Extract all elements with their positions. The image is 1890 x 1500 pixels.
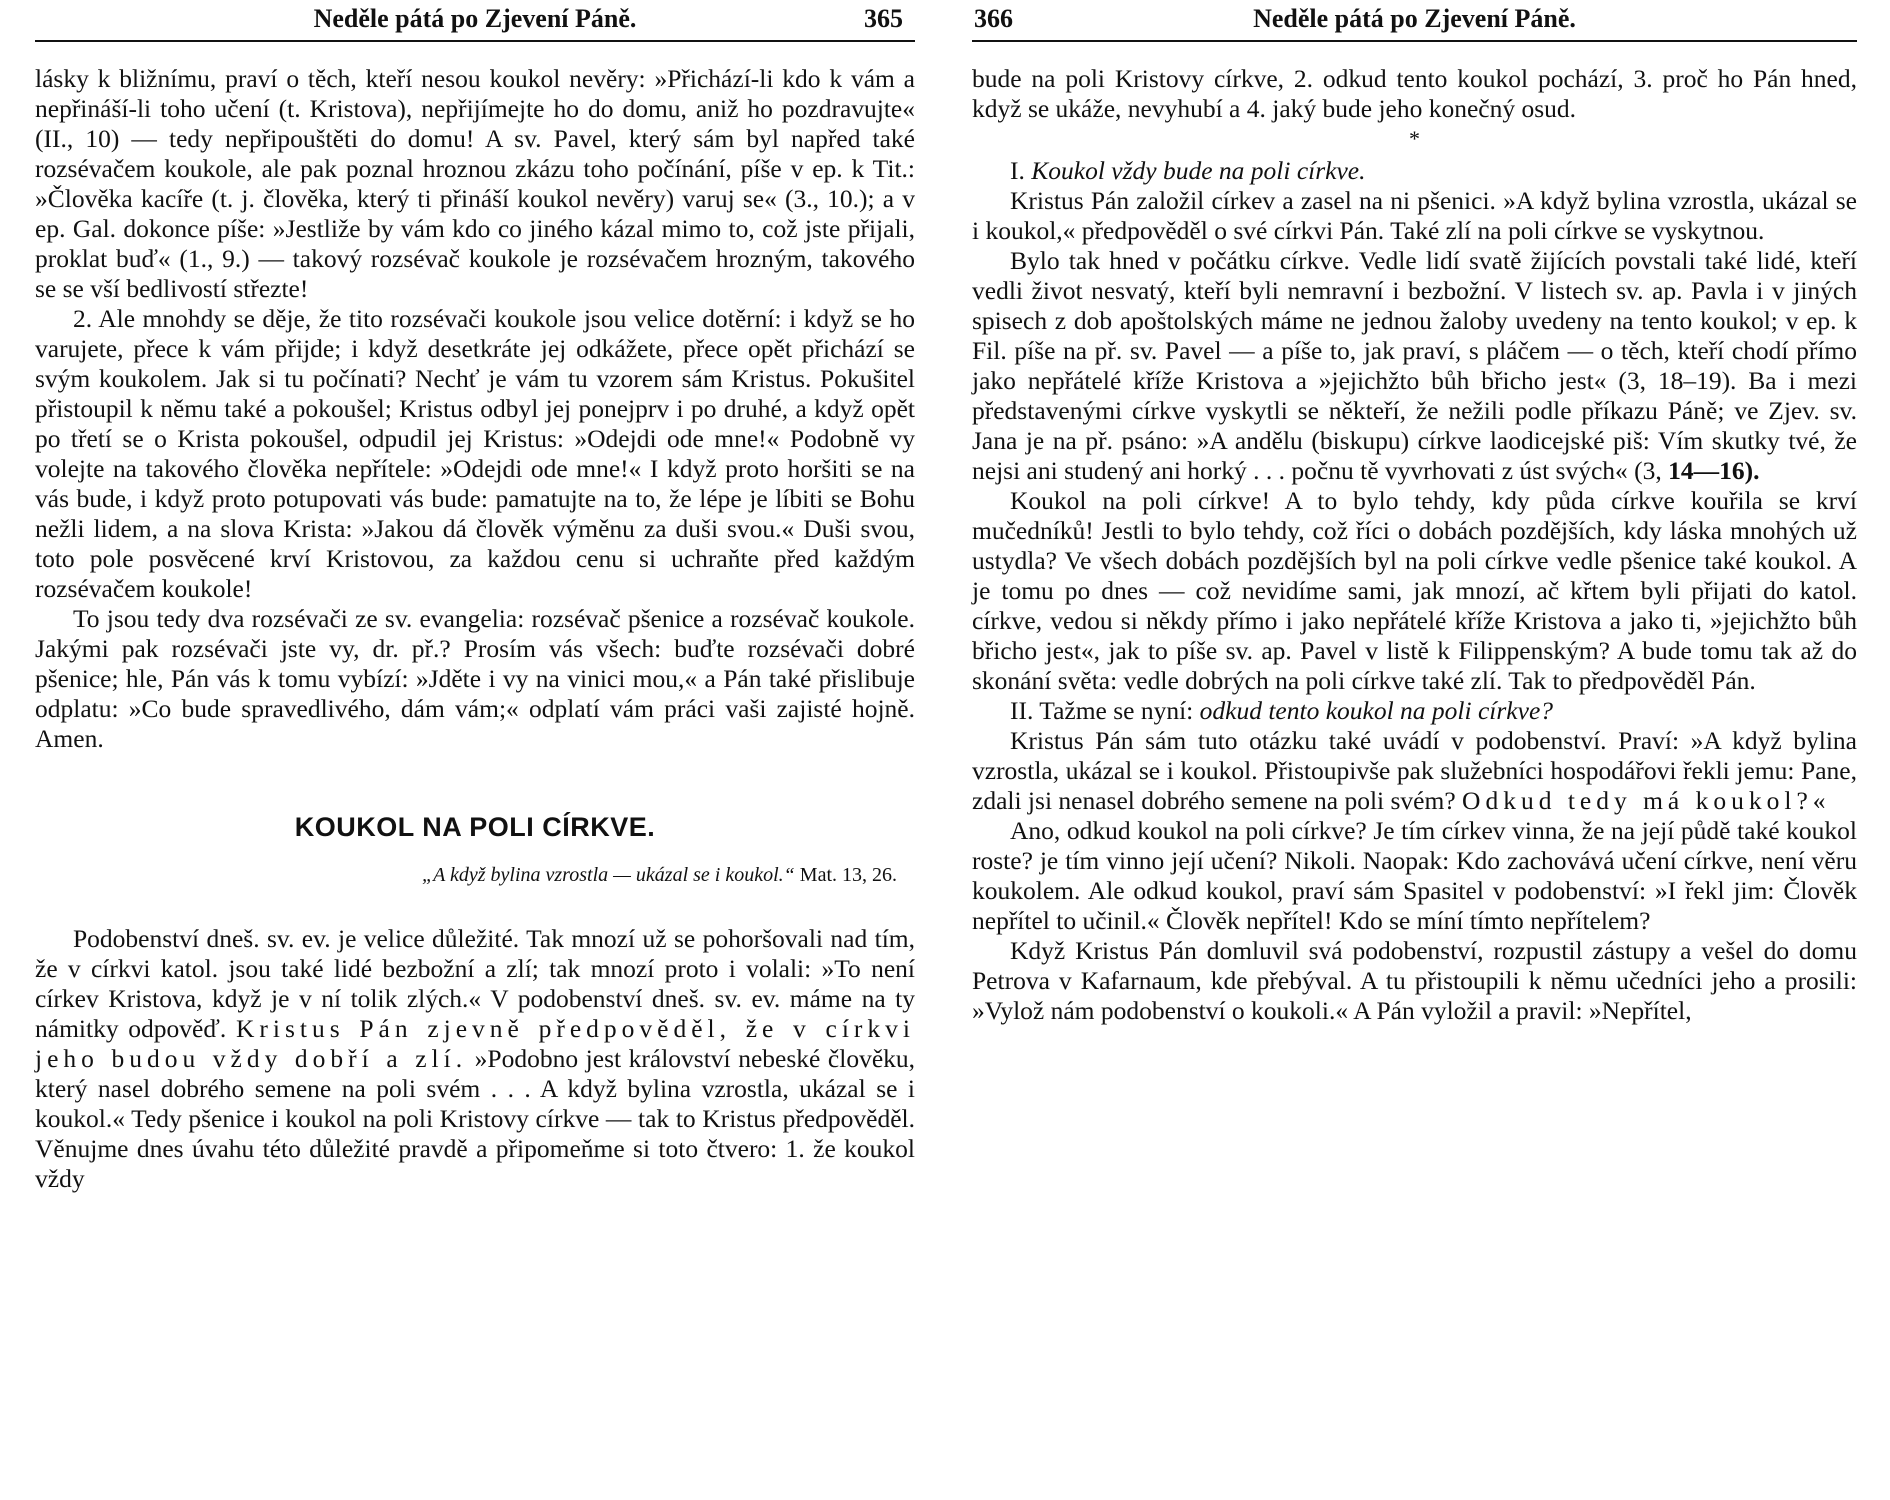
paragraph-text: Bylo tak hned v počátku církve. Vedle lidí svatě žijících povstali také lidé, kteří vedli život nesvatý, kteří byli nemravní i bezbožní. V listech sv. ap. Pavla i v jiných spisech z dob apoštolských máme ne jednou žaloby uvedeny na tento koukol; v ep. k Fil. píše na př. sv. Pavel — a píše to, jak praví, s pláčem — o těch, kteří chodí přímo jako nepřátelé kříže Kristova a »jejichžto bůh břicho jest« (3, 18–19). Ba i mezi představenými církve vyskytli se někteří, že nežili podle příkazu Páně; ve Zjev. sv. Jana je na př. psáno: »A andělu (biskupu) církve laodicejské piš: Vím skutky tvé, že nejsi ani studený ani horký . . . počnu tě vyvrhovati z úst svých« (3, xyxy=(972,246,1857,485)
right-page-body xyxy=(972,64,1857,1026)
paragraph-text: Podobenství dneš. sv. ev. je velice důležité. Tak mnozí už se pohoršovali nad tím, že v církvi katol. jsou také lidé bezbožní a zlí; tak mnozí proto i volali: »To není církev Kristova, když je v ní tolik zlých.« V podobenství dneš. sv. ev. máme na ty námitky odpověď. xyxy=(35,924,915,1043)
left-page-header xyxy=(35,0,915,42)
section-title: Koukol vždy bude na poli církve. xyxy=(1031,156,1366,185)
paragraph: To jsou tedy dva rozsévači ze sv. evangelia: rozsévač pšenice a rozsévač koukole. Jakými pak rozsévači jste vy, dr. př.? Prosím vás všech: buďte rozsévači dobré pšenice; hle, Pán vás k tomu vybízí: »Jděte i vy na vinici mou,« a Pán také přislibuje odplatu: »Co bude spravedlivého, dám vám;« odplatí vám práci vaši zajisté hojně. Amen. xyxy=(35,604,915,753)
paragraph-text: »Podobno jest království nebeské člověku, který nasel dobrého semene na poli svém . . . A když bylina vzrostla, ukázal se i koukol.« Tedy pšenice i koukol na poli Kristovy církve — tak to Kristus předpověděl. Věnujme dnes úvahu této důležité pravdě a připomeňme si toto čtvero: 1. že koukol vždy xyxy=(35,1044,916,1193)
section-separator: * xyxy=(1409,126,1420,151)
page-number: 366 xyxy=(974,4,1013,33)
running-title: Neděle pátá po Zjevení Páně. xyxy=(313,4,637,33)
paragraph: Kristus Pán založil církev a zasel na ni pšenici. »A když bylina vzrostla, ukázal se i koukol,« předpověděl o své církvi Pán. Také zlí na poli církve se vyskytnou. xyxy=(972,186,1857,245)
paragraph xyxy=(35,924,915,1194)
spaced-emphasis: Kristus Pán zjevně předpověděl, že v církvi jeho budou vždy dobří a zlí. xyxy=(35,1014,915,1073)
right-page xyxy=(972,0,1857,1500)
epigraph-reference: Mat. 13, 26. xyxy=(799,864,897,886)
paragraph: Ano, odkud koukol na poli církve? Je tím církev vinna, že na její půdě také koukol roste? je tím vinno její učení? Nikoli. Naopak: Kdo zachovává učení církve, není věru koukolem. Ale odkud koukol, praví sám Spasitel v podobenství: »I řekl jim: Člověk nepřítel to učinil.« Člověk nepřítel! Kdo se míní tímto nepřítelem? xyxy=(972,816,1857,935)
sermon-heading: KOUKOL NA POLI CÍRKVE. xyxy=(294,812,656,842)
running-title: Neděle pátá po Zjevení Páně. xyxy=(1253,4,1576,33)
paragraph: bude na poli Kristovy církve, 2. odkud tento koukol pochází, 3. proč ho Pán hned, když se ukáže, nevyhubí a 4. jaký bude jeho konečný osud. xyxy=(972,64,1857,123)
paragraph: 2. Ale mnohdy se děje, že tito rozsévači koukole jsou velice dotěrní: i když se ho varujete, přece k vám přijde; i když desetkráte jej odkážete, přece opět přichází se svým koukolem. Jak si tu počínati? Nechť je vám tu vzorem sám Kristus. Pokušitel přistoupil k němu také a pokoušel; Kristus odbyl jej ponejprv i po druhé, a když opět po třetí se o Krista pokoušel, odpudil jej Kristus: »Odejdi ode mne!« Podobně vy volejte na takového člověka nepřítele: »Odejdi ode mne!« I když proto horšiti se na vás bude, i když proto potupovati vás bude: pamatujte na to, že lépe je líbiti se Bohu nežli lidem, a na slova Krista: »Jakou dá člověk výměnu za duši svou.« Duši svou, toto pole posvěcené krví Kristovou, za každou cenu si uchraňte před každým rozsévačem koukole! xyxy=(35,304,915,603)
section-title: odkud tento koukol na poli církve? xyxy=(1199,696,1554,725)
paragraph-text: Kristus Pán sám tuto otázku také uvádí v podobenství. Praví: »A když bylina vzrostla, ukázal se i koukol. Přistoupivše pak služebníci hospodářovi řekli jemu: Pane, zdali jsi nenasel dobrého semene na poli svém? xyxy=(972,726,1857,815)
paragraph: lásky k bližnímu, praví o těch, kteří nesou koukol nevěry: »Přichází-li kdo k vám a nepřináší-li toho učení (t. Kristova), nepřijímejte ho do domu, aniž ho pozdravujte« (II., 10) — tedy nepřipouštěti do domu! A sv. Pavel, který sám byl napřed také rozsévačem koukole, ale pak poznal hroznou zkázu toho počínání, píše v ep. k Tit.: »Člověka kacíře (t. j. člověka, který ti přináší koukol nevěry) varuj se« (3., 10.); a v ep. Gal. dokonce píše: »Jestliže by vám kdo co jiného kázal mimo to, což jste přijali, proklat buď« (1., 9.) — takový rozsévač koukole je rozsévačem hrozným, takového se se vší bedlivostí střezte! xyxy=(35,64,915,303)
spaced-emphasis: Odkud tedy má koukol?« xyxy=(1462,786,1831,815)
section-number: I. xyxy=(1010,156,1025,185)
right-page-header xyxy=(972,0,1857,42)
bold-reference: 14—16). xyxy=(1668,456,1760,485)
section-prefix: II. Tažme se nyní: xyxy=(1010,696,1194,725)
section-heading xyxy=(972,156,1857,186)
epigraph xyxy=(35,860,915,890)
paragraph: Když Kristus Pán domluvil svá podobenství, rozpustil zástupy a vešel do domu Petrova v Kafarnaum, kde přebýval. A tu přistoupili k němu učedníci jeho a prosili: »Vylož nám podobenství o koukoli.« A Pán vyložil a pravil: »Nepřítel, xyxy=(972,936,1857,1025)
section-heading xyxy=(972,696,1857,726)
paragraph xyxy=(972,246,1857,486)
left-page-body xyxy=(35,64,915,1194)
epigraph-quote: „A když bylina vzrostla — ukázal se i koukol.“ xyxy=(422,864,795,886)
page-number: 365 xyxy=(864,4,903,33)
left-page xyxy=(35,0,915,1500)
paragraph xyxy=(972,726,1857,816)
paragraph: Koukol na poli církve! A to bylo tehdy, kdy půda církve kouřila se krví mučedníků! Jestli to bylo tehdy, což říci o dobách pozdějších, kdy láska mnohých už ustydla? Ve všech dobách pozdějších byl na poli církve vedle pšenice také koukol. A je tomu po dnes — což nevidíme sami, jak mnozí, ač křtem byli přijati do katol. církve, vedou si někdy přímo i jako nepřátelé kříže Kristova a jako ti, »jejichžto bůh břicho jest«, jak to píše sv. ap. Pavel v listě k Filippenským? A bude tomu tak až do skonání světa: vedle dobrých na poli církve také zlí. Tak to předpověděl Pán. xyxy=(972,486,1857,695)
